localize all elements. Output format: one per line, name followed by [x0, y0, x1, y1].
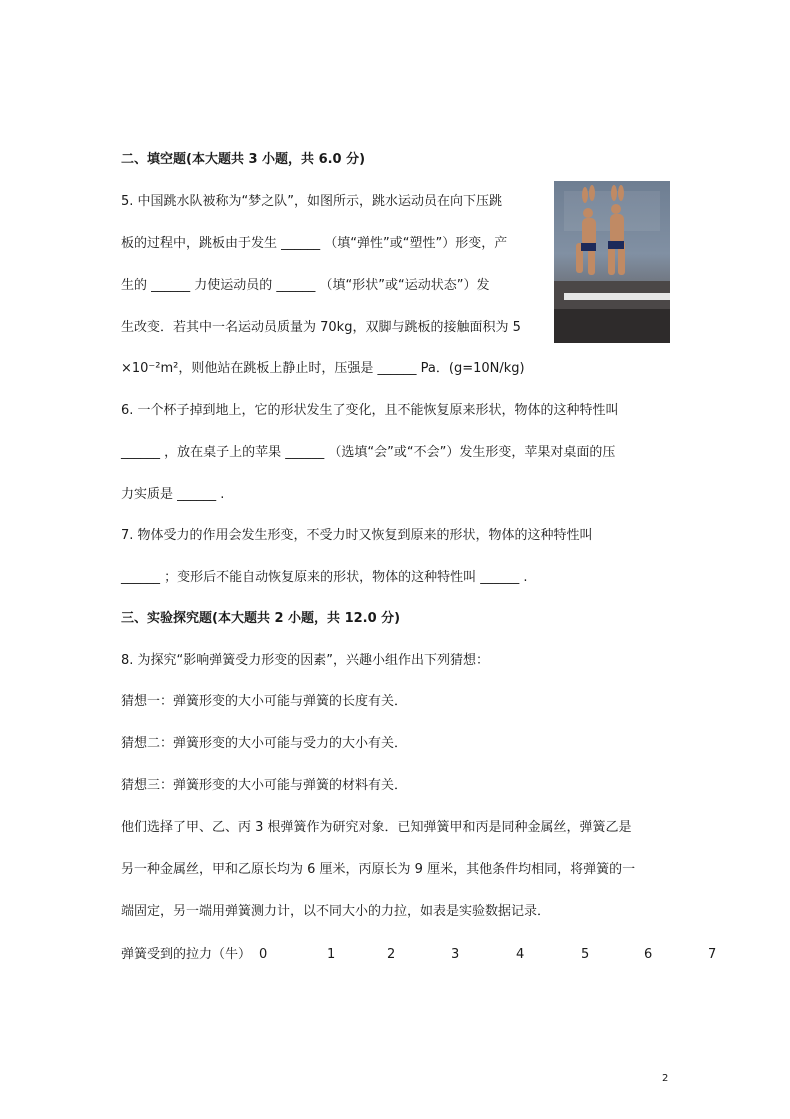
divers-illustration	[554, 181, 670, 343]
table-cell: 3	[451, 947, 460, 962]
section-heading-experiment: 三、实验探究题(本大题共 2 小题，共 12.0 分)	[121, 611, 401, 626]
q7-line-1: 7. 物体受力的作用会发生形变，不受力时又恢复到原来的形状，物体的这种特性叫	[121, 528, 593, 543]
table-cell: 0	[259, 947, 268, 962]
q6-line-2: ______ ，放在桌子上的苹果 ______ （选填“会”或“不会”）发生形变，苹果对桌面的压	[121, 445, 616, 460]
table-cell: 1	[327, 947, 336, 962]
q8-para-2: 另一种金属丝，甲和乙原长均为 6 厘米，丙原长为 9 厘米，其他条件均相同，将弹簧的一	[121, 862, 636, 877]
table-cell: 6	[644, 947, 653, 962]
q7-line-2: ______ ；变形后不能自动恢复原来的形状，物体的这种特性叫 ______ .	[121, 570, 528, 585]
q8-line-1: 8. 为探究“影响弹簧受力形变的因素”，兴趣小组作出下列猜想：	[121, 653, 490, 668]
q5-line-3: 生的 ______ 力使运动员的 ______ （填“形状”或“运动状态”）发	[121, 278, 490, 293]
q6-line-3: 力实质是 ______ .	[121, 487, 225, 502]
q5-line-4: 生改变．若其中一名运动员质量为 70kg，双脚与跳板的接触面积为 5	[121, 320, 521, 335]
q8-para-1: 他们选择了甲、乙、丙 3 根弹簧作为研究对象．已知弹簧甲和丙是同种金属丝，弹簧乙是	[121, 820, 632, 835]
q5-line-1: 5. 中国跳水队被称为“梦之队”，如图所示，跳水运动员在向下压跳	[121, 194, 503, 209]
q8-guess-1: 猜想一：弹簧形变的大小可能与弹簧的长度有关．	[121, 694, 408, 709]
q6-line-1: 6. 一个杯子掉到地上，它的形状发生了变化，且不能恢复原来形状，物体的这种特性叫	[121, 403, 619, 418]
table-cell: 7	[708, 947, 717, 962]
table-cell: 4	[516, 947, 525, 962]
table-cell: 5	[581, 947, 590, 962]
q8-guess-3: 猜想三：弹簧形变的大小可能与弹簧的材料有关．	[121, 778, 408, 793]
q8-para-3: 端固定，另一端用弹簧测力计，以不同大小的力拉，如表是实验数据记录．	[121, 904, 551, 919]
q5-line-2: 板的过程中，跳板由于发生 ______ （填“弹性”或“塑性”）形变，产	[121, 236, 508, 251]
table-row-label: 弹簧受到的拉力（牛）	[121, 947, 252, 962]
q8-guess-2: 猜想二：弹簧形变的大小可能与受力的大小有关．	[121, 736, 408, 751]
diving-photo	[554, 181, 670, 343]
table-cell: 2	[387, 947, 396, 962]
page-number: 2	[662, 1073, 669, 1084]
section-heading-fill-in: 二、填空题(本大题共 3 小题，共 6.0 分)	[121, 152, 366, 167]
q5-line-5: ×10⁻²m²，则他站在跳板上静止时，压强是 ______ Pa．(g=10N/kg)	[121, 361, 525, 376]
